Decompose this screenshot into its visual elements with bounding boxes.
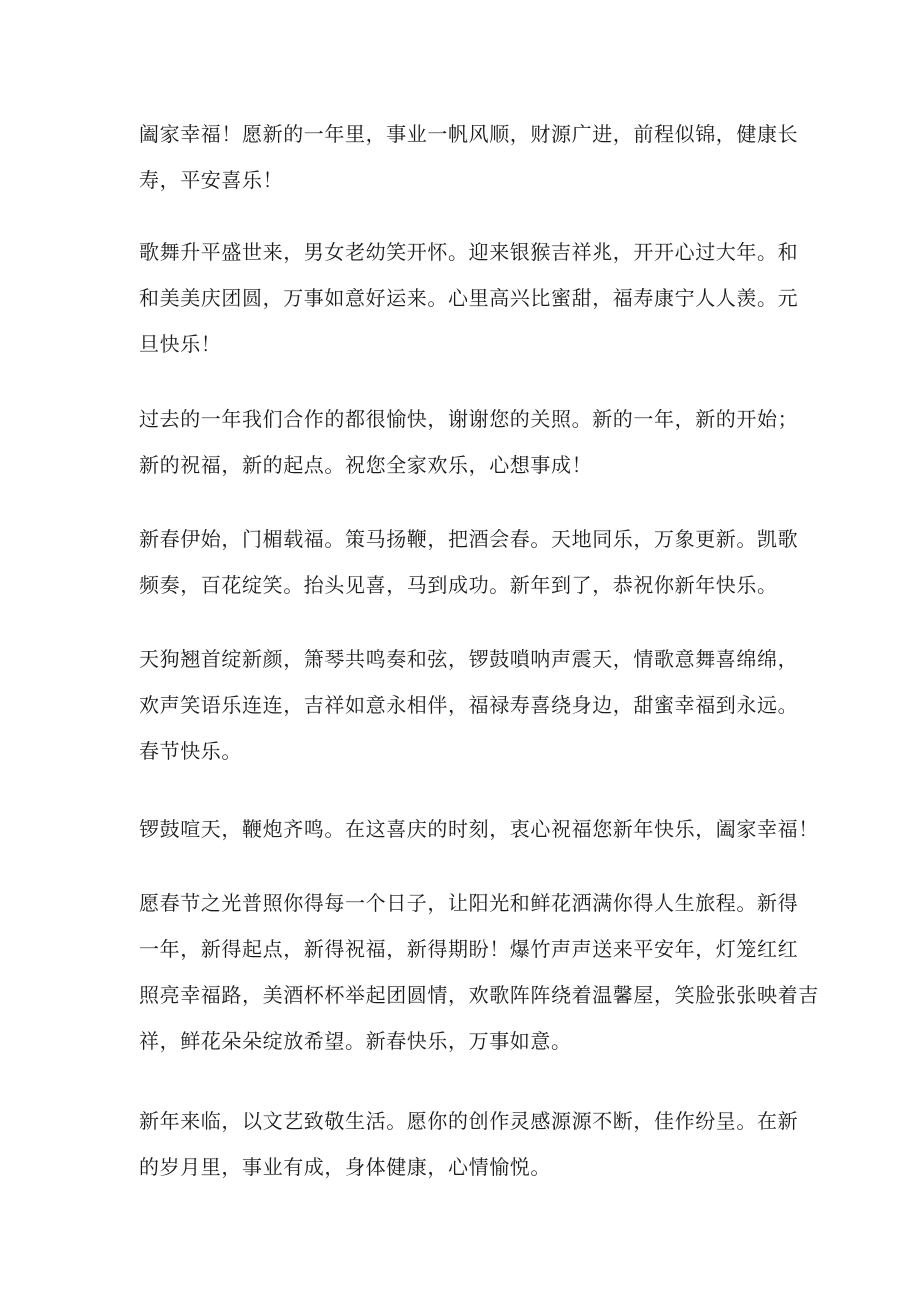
- greeting-paragraph-8: [139, 1098, 799, 1190]
- paragraph-line: 新的祝福，新的起点。祝您全家欢乐，心想事成！: [139, 453, 593, 477]
- paragraph-line: 新年来临，以文艺致敬生活。愿你的创作灵感源源不断，佳作纷呈。在新: [139, 1109, 799, 1133]
- greeting-paragraph-3: [139, 396, 799, 488]
- greeting-paragraph-7: [139, 880, 819, 1064]
- greeting-paragraph-2: [139, 229, 799, 367]
- paragraph-line: 阖家幸福！愿新的一年里，事业一帆风顺，财源广进，前程似锦，健康长: [139, 122, 799, 146]
- paragraph-line: 的岁月里，事业有成，身体健康，心情愉悦。: [139, 1155, 551, 1179]
- paragraph-line: 寿，平安喜乐！: [139, 168, 284, 192]
- paragraph-line: 锣鼓喧天，鞭炮齐鸣。在这喜庆的时刻，衷心祝福您新年快乐，阖家幸福！: [139, 817, 819, 841]
- greeting-paragraph-5: [139, 636, 799, 774]
- paragraph-line: 祥，鲜花朵朵绽放希望。新春快乐，万事如意。: [139, 1029, 572, 1053]
- greeting-paragraph-1: [139, 111, 799, 203]
- paragraph-line: 和美美庆团圆，万事如意好运来。心里高兴比蜜甜，福寿康宁人人羡。元: [139, 286, 799, 310]
- paragraph-line: 春节快乐。: [139, 739, 242, 763]
- paragraph-line: 一年，新得起点，新得祝福，新得期盼！爆竹声声送来平安年，灯笼红红: [139, 937, 799, 961]
- paragraph-line: 旦快乐！: [139, 332, 222, 356]
- paragraph-line: 愿春节之光普照你得每一个日子，让阳光和鲜花洒满你得人生旅程。新得: [139, 891, 799, 915]
- paragraph-line: 频奏，百花绽笑。抬头见喜，马到成功。新年到了，恭祝你新年快乐。: [139, 573, 778, 597]
- paragraph-line: 新春伊始，门楣载福。策马扬鞭，把酒会春。天地同乐，万象更新。凯歌: [139, 527, 799, 551]
- greeting-paragraph-6: [139, 806, 819, 852]
- paragraph-line: 欢声笑语乐连连，吉祥如意永相伴，福禄寿喜绕身边，甜蜜幸福到永远。: [139, 693, 799, 717]
- paragraph-line: 歌舞升平盛世来，男女老幼笑开怀。迎来银猴吉祥兆，开开心过大年。和: [139, 240, 799, 264]
- greeting-paragraph-4: [139, 516, 799, 608]
- paragraph-line: 过去的一年我们合作的都很愉快，谢谢您的关照。新的一年，新的开始；: [139, 407, 799, 431]
- paragraph-line: 天狗翘首绽新颜，箫琴共鸣奏和弦，锣鼓嗩呐声震天，情歌意舞喜绵绵，: [139, 647, 799, 671]
- paragraph-line: 照亮幸福路，美酒杯杯举起团圆情，欢歌阵阵绕着温馨屋，笑脸张张映着吉: [139, 983, 819, 1007]
